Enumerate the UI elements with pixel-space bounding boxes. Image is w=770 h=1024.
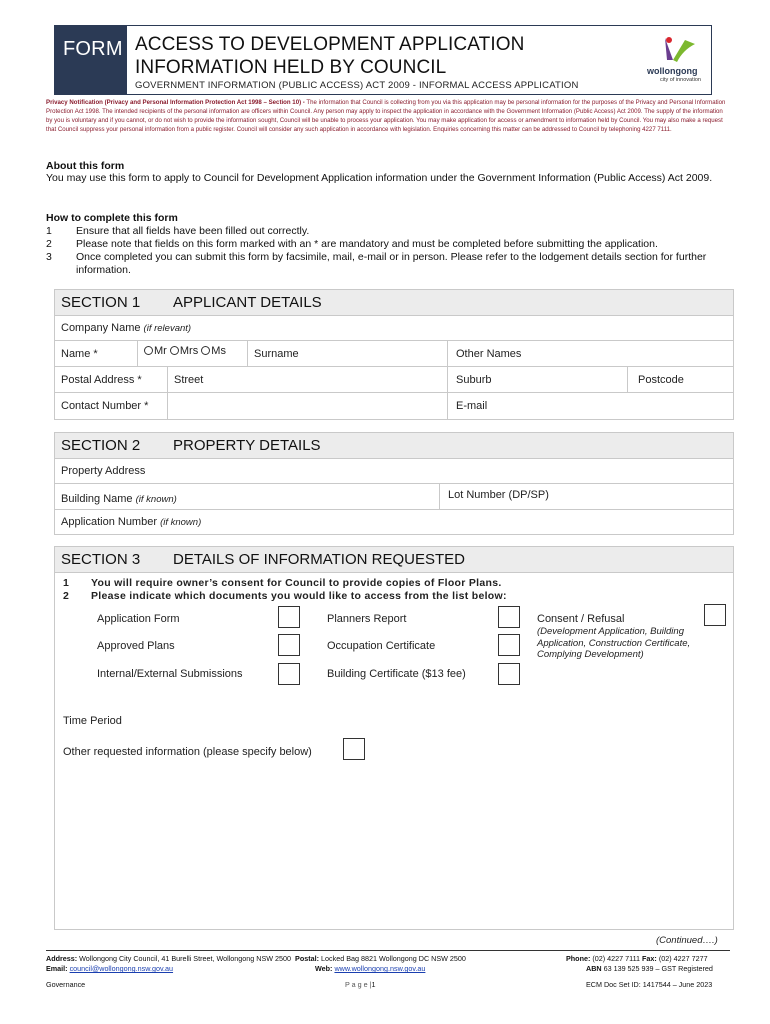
section-title: DETAILS OF INFORMATION REQUESTED [173,551,465,568]
note-text: Please indicate which documents you would like to access from the list below: [91,590,507,602]
appnum-label-text: Application Number [61,516,157,528]
other-info-checkbox[interactable] [343,738,365,760]
doc-approved-plans-label: Approved Plans [97,640,175,652]
radio-mr[interactable] [144,346,153,355]
radio-mrs[interactable] [170,346,179,355]
section-header [55,433,733,459]
radio-mrs-label: Mrs [179,345,199,357]
company-label-text: Company Name [61,322,141,334]
appnum-hint: (if known) [160,517,202,528]
building-name-label [61,493,177,505]
doc-building-cert-checkbox[interactable] [498,663,520,685]
section-title: APPLICANT DETAILS [173,294,322,311]
note-text: You will require owner’s consent for Council to provide copies of Floor Plans. [91,577,502,589]
form-subtitle: GOVERNMENT INFORMATION (PUBLIC ACCESS) ACT 2009 - INFORMAL ACCESS APPLICATION [135,80,579,91]
building-hint: (if known) [135,494,177,505]
email-field[interactable] [447,393,733,419]
doc-consent-label: Consent / Refusal [537,613,625,625]
doc-consent-checkbox[interactable] [704,604,726,626]
postal-address-label: Postal Address * [61,374,142,386]
logo-tagline: city of innovation [660,77,701,83]
title-radio-group [144,345,226,357]
howto-text: Ensure that all fields have been filled out correctly. [76,225,310,237]
footer-postal-label: Postal: [295,954,320,963]
footer-address-label: Address: [46,954,78,963]
footer-web-link[interactable]: www.wollongong.nsw.gov.au [334,964,426,973]
footer-web-label: Web: [315,964,333,973]
logo-wordmark: wollongong [647,66,698,76]
doc-occupation-cert-label: Occupation Certificate [327,640,436,652]
street-field[interactable] [167,367,447,392]
section-information-requested [54,546,734,930]
building-row [55,484,733,510]
doc-occupation-cert-checkbox[interactable] [498,634,520,656]
postcode-field[interactable] [627,367,733,392]
footer-abn-value: 63 139 525 939 – GST Registered [603,964,713,973]
doc-approved-plans-checkbox[interactable] [278,634,300,656]
about-text: You may use this form to apply to Council for Development Application information under the Government Information (Public Access) Act 2009. [46,172,713,184]
footer-fax-value: (02) 4227 7277 [658,954,708,963]
footer-phone [566,954,708,963]
form-header [54,25,712,95]
section-property-details [54,432,734,535]
company-name-field[interactable] [55,316,733,341]
footer-fax-label: Fax: [642,954,657,963]
property-address-field[interactable] [55,459,733,484]
building-name-field[interactable] [55,484,439,509]
other-info-label: Other requested information (please specify below) [63,746,312,758]
footer-doc-id: ECM Doc Set ID: 1417544 – June 2023 [586,980,713,989]
doc-planners-report-label: Planners Report [327,613,407,625]
about-heading: About this form [46,160,125,172]
howto-num: 2 [46,238,52,250]
note-num: 1 [63,577,69,589]
doc-planners-report-checkbox[interactable] [498,606,520,628]
building-label-text: Building Name [61,493,133,505]
howto-num: 1 [46,225,52,237]
radio-ms-label: Ms [211,345,226,357]
suburb-label: Suburb [456,374,492,386]
section-number: SECTION 1 [61,294,141,311]
section-header [55,547,733,573]
section-number: SECTION 2 [61,437,141,454]
doc-submissions-label: Internal/External Submissions [97,668,243,680]
footer-phone-label: Phone: [566,954,591,963]
radio-mr-label: Mr [154,345,167,357]
form-badge: FORM [55,26,127,94]
contact-row [55,393,733,419]
surname-label: Surname [254,348,299,360]
application-number-label [61,516,201,528]
section-applicant-details [54,289,734,420]
footer-email-link[interactable]: council@wollongong.nsw.gov.au [69,964,174,973]
postcode-label: Postcode [638,374,684,386]
street-label: Street [174,374,204,386]
section-title: PROPERTY DETAILS [173,437,321,454]
section-number: SECTION 3 [61,551,141,568]
company-hint: (if relevant) [143,323,192,334]
privacy-notification [46,98,726,134]
footer-department: Governance [46,980,86,989]
howto-text: Once completed you can submit this form by facsimile, mail, e-mail or in person. Please refer to the lodgement details section for further information. [76,251,707,276]
time-period-label: Time Period [63,715,122,727]
property-address-label: Property Address [61,465,146,477]
form-title-line1: ACCESS TO DEVELOPMENT APPLICATION [135,34,525,55]
footer-page-number: 1 [371,980,376,989]
email-label: E-mail [456,400,488,412]
name-label: Name * [61,348,98,360]
suburb-field[interactable] [447,367,627,392]
howto-heading: How to complete this form [46,212,178,224]
name-row [55,341,733,367]
footer-web [315,964,425,973]
continued-note: (Continued….) [656,935,718,946]
footer-phone-value: (02) 4227 7111 [592,954,641,963]
doc-application-form-label: Application Form [97,613,180,625]
company-name-label [61,322,191,334]
doc-application-form-checkbox[interactable] [278,606,300,628]
note-num: 2 [63,590,69,602]
footer-divider [46,950,730,951]
other-names-label: Other Names [456,348,522,360]
privacy-heading: Privacy Notification (Privacy and Personal Information Protection Act 1998 – Section 10) - [46,99,305,106]
privacy-body: The information that Council is collecting from you via this application may be personal information for the purposes of the Privacy and Personal Information Protection Act 1998. The intended recipients of the personal information are officers within Council. Any person may apply to inspect the application in accordance with the Government Information (Public Access) Act 2009. The supply of the information by you is voluntary and if you cannot, or do not wish to provide the information sought, Council will be unable to process your application. You may make application for access or amendment to information held by Council. You may also make a request that Council suppress your personal information from a public register. Council will consider any such application in accordance with legislation. Enquiries concerning this matter can be addressed to Council by telephoning 4227 7111. [46,99,726,133]
application-number-field[interactable] [55,510,733,534]
footer-email-label: Email: [46,964,68,973]
form-title-line2: INFORMATION HELD BY COUNCIL [135,57,447,78]
footer-abn [586,964,713,973]
contact-number-field[interactable] [167,393,447,419]
lot-number-field[interactable] [439,484,733,509]
contact-number-label: Contact Number * [61,400,149,412]
radio-ms[interactable] [201,346,210,355]
howto-text: Please note that fields on this form marked with an * are mandatory and must be completed before submitting the application. [76,238,658,250]
title-options [137,341,247,366]
postal-address-row [55,367,733,393]
howto-num: 3 [46,251,52,263]
other-names-field[interactable] [447,341,733,366]
surname-field[interactable] [247,341,447,366]
footer-address [46,954,466,963]
lot-number-label: Lot Number (DP/SP) [448,489,549,501]
footer-email [46,964,173,973]
footer-page [345,980,376,989]
footer-abn-label: ABN [586,964,602,973]
footer-page-label: P a g e | [345,980,372,989]
doc-consent-note: (Development Application, Building Application, Construction Certificate, Complying Development) [537,626,691,660]
footer-postal-value: Locked Bag 8821 Wollongong DC NSW 2500 [321,954,466,963]
doc-submissions-checkbox[interactable] [278,663,300,685]
section-header [55,290,733,316]
footer-address-value: Wollongong City Council, 41 Burelli Street, Wollongong NSW 2500 [79,954,292,963]
doc-building-cert-label: Building Certificate ($13 fee) [327,668,466,680]
